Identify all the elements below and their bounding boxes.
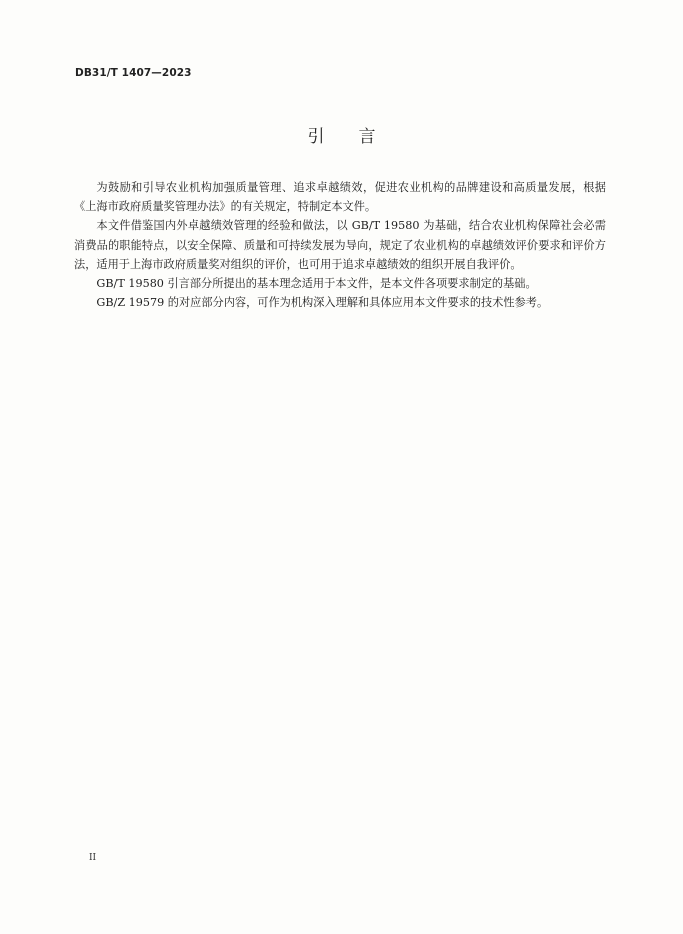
document-id: DB31/T 1407—2023 <box>75 67 192 79</box>
paragraph: GB/T 19580 引言部分所提出的基本理念适用于本文件，是本文件各项要求制定的基础。 <box>96 277 537 291</box>
paragraph: GB/Z 19579 的对应部分内容，可作为机构深入理解和具体应用本文件要求的技术性参考。 <box>96 296 549 310</box>
page-title: 引言 <box>307 127 410 147</box>
paragraph: 本文件借鉴国内外卓越绩效管理的经验和做法，以 GB/T 19580 为基础，结合农业机构保障社会必需消费品的职能特点，以安全保障、质量和可持续发展为导向，规定了农业机构的卓越绩效评价要求和评价方法，适用于上海市政府质量奖对组织的评价，也可用于追求卓越绩效的组织开展自我评价。 <box>74 219 606 271</box>
paragraph: 为鼓励和引导农业机构加强质量管理、追求卓越绩效，促进农业机构的品牌建设和高质量发展，根据《上海市政府质量奖管理办法》的有关规定，特制定本文件。 <box>74 181 606 214</box>
page-number: II <box>89 853 97 863</box>
introduction-body <box>74 178 606 312</box>
